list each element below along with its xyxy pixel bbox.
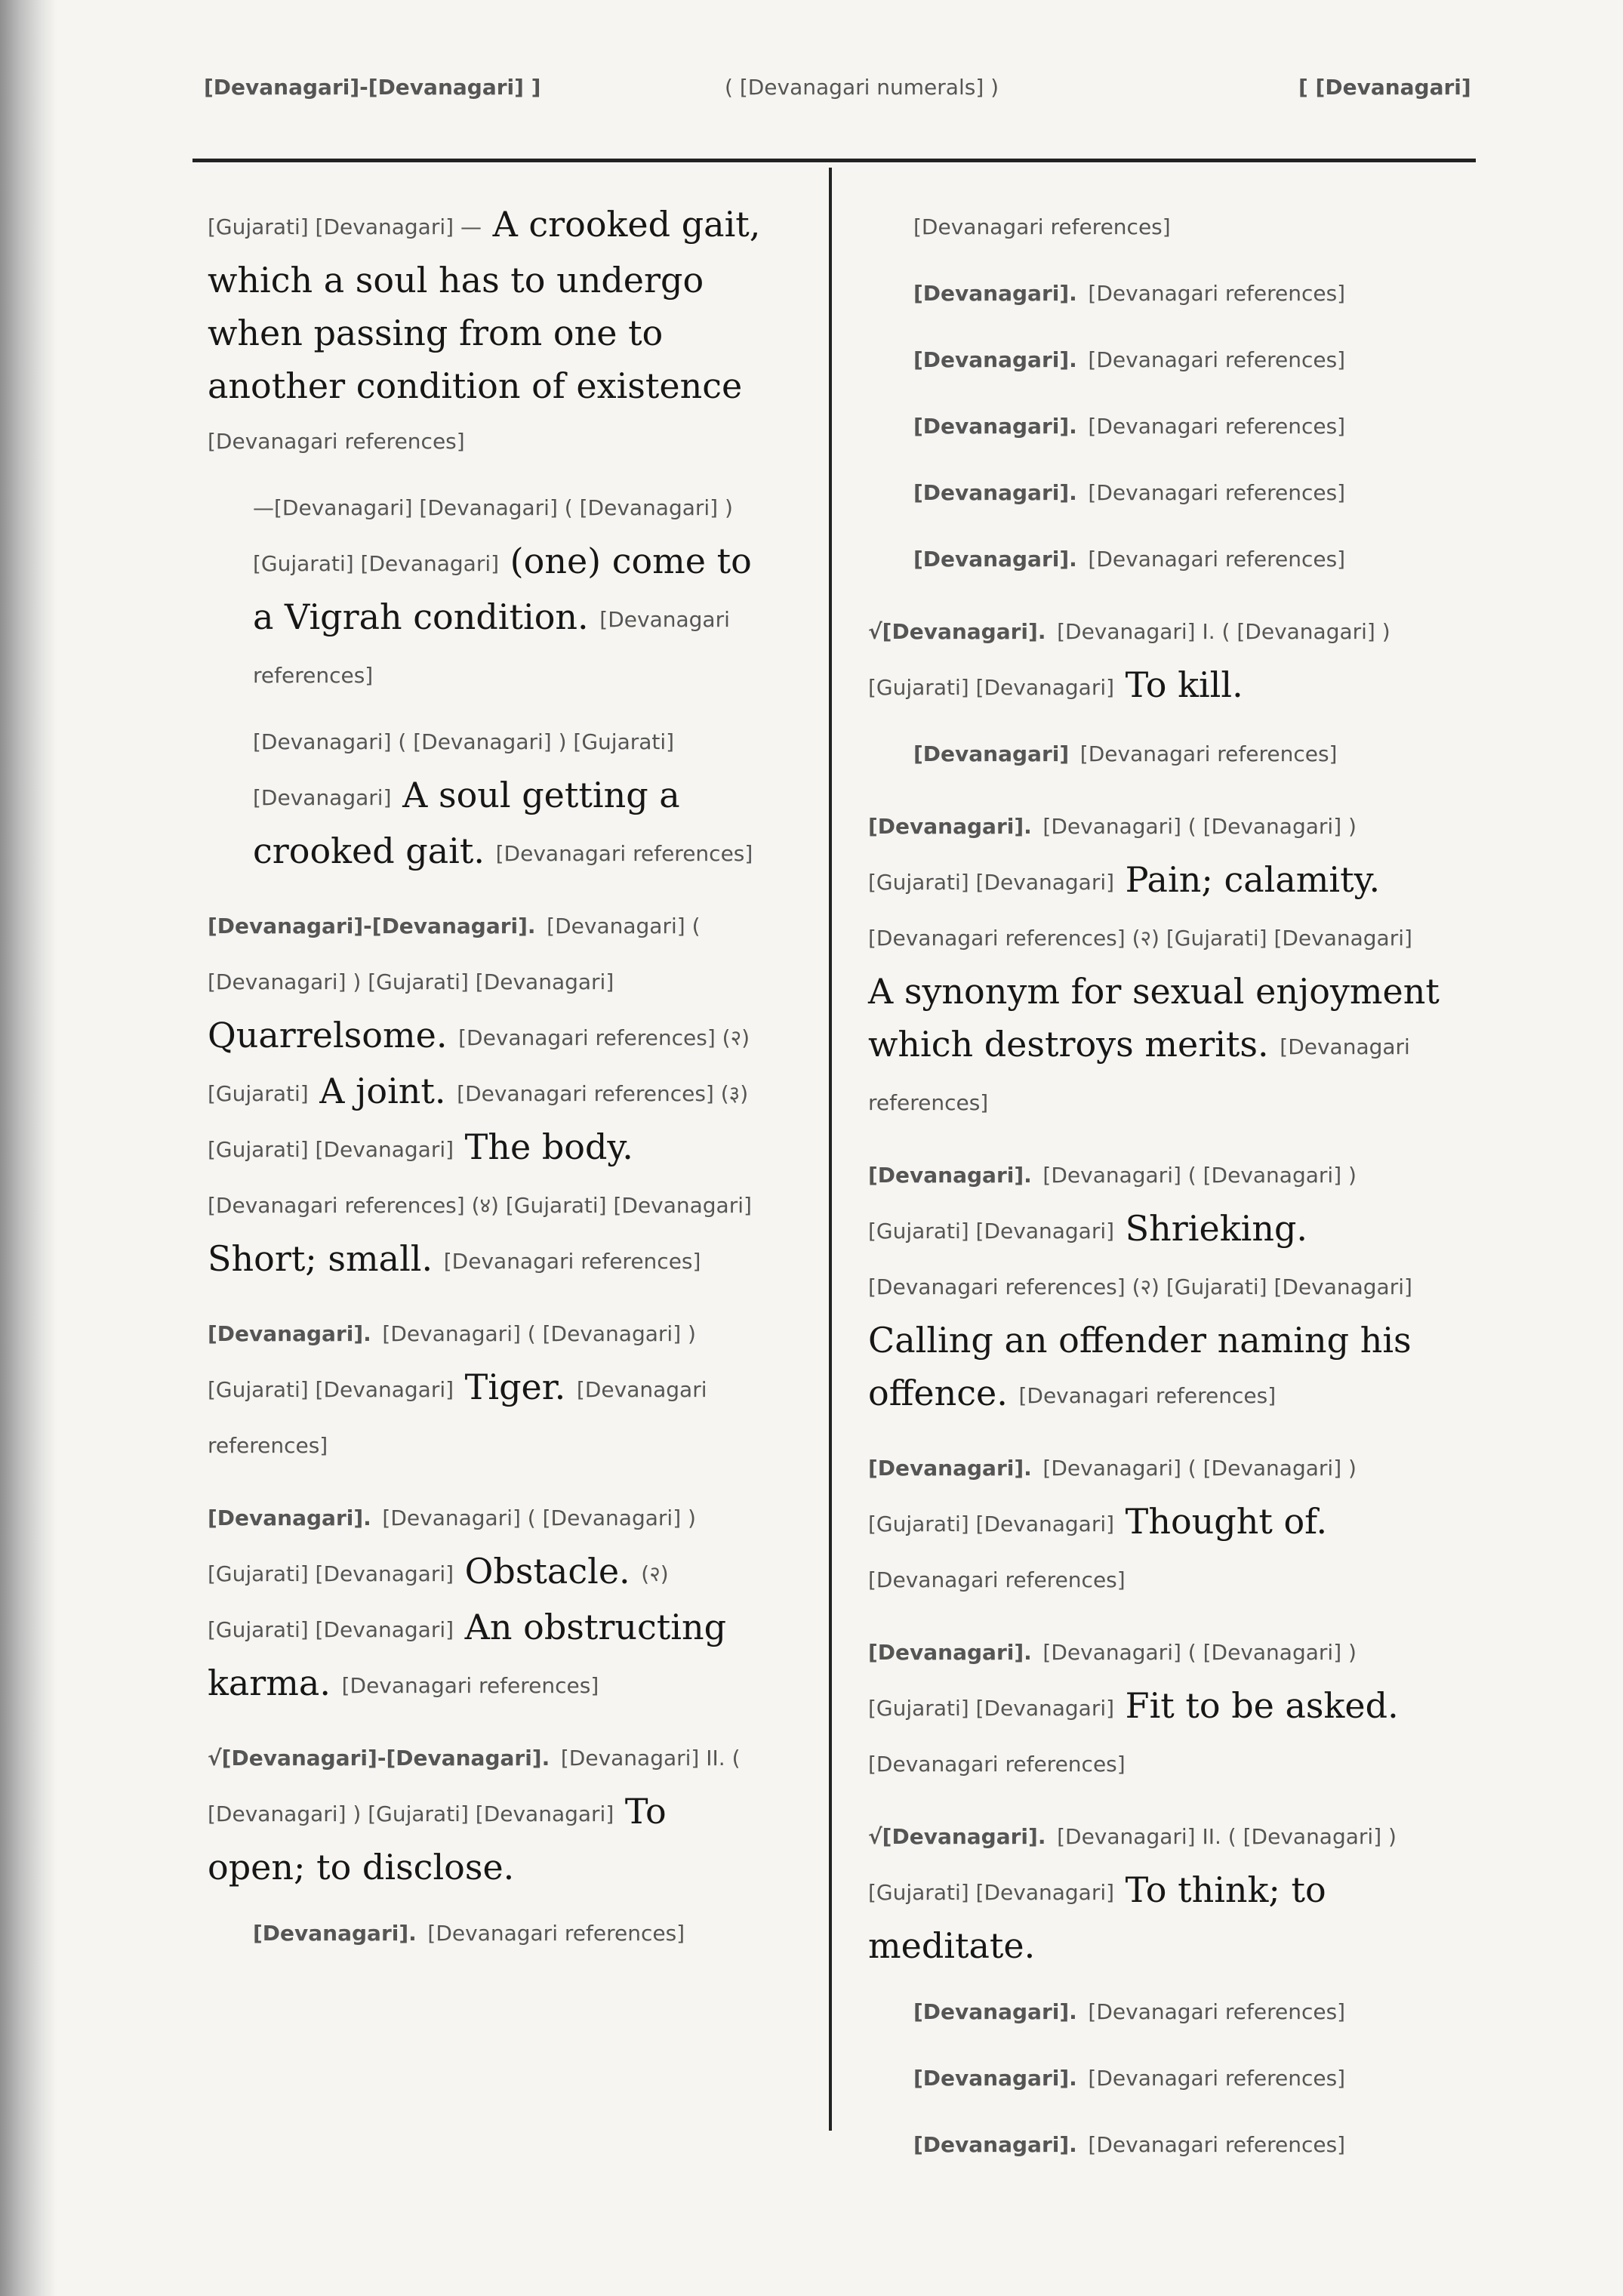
gloss-english: Pain; calamity. <box>1125 859 1381 900</box>
headword: [Devanagari] <box>913 741 1070 766</box>
dictionary-entry: [Devanagari]. [Devanagari] ( [Devanagari] ) [Gujarati] [Devanagari] Tiger. [Devanagari references] <box>208 1321 707 1458</box>
entry-continued: [Devanagari references] <box>913 214 1171 239</box>
sub-entry: [Devanagari]. [Devanagari references] <box>253 1921 685 1946</box>
headword: [Devanagari]. <box>913 480 1077 505</box>
gloss-english: Shrieking. <box>1125 1208 1308 1249</box>
right-column <box>868 198 1442 2182</box>
headword: [Devanagari]. <box>868 1456 1032 1481</box>
sub-entry: [Devanagari]. [Devanagari references] <box>913 1999 1346 2024</box>
column-divider <box>829 168 832 2131</box>
gloss-english: A joint. <box>319 1071 446 1111</box>
headword: [Devanagari]. <box>208 1505 371 1530</box>
running-head-left: [Devanagari]-[Devanagari] ] <box>204 75 541 100</box>
headword: [Devanagari]. <box>253 1921 417 1946</box>
sub-entry: [Devanagari]. [Devanagari references] <box>913 281 1346 306</box>
gloss-english: To think; to meditate. <box>868 1869 1326 1966</box>
scan-binding-shadow <box>0 0 57 2296</box>
sub-entry: [Devanagari]. [Devanagari references] <box>913 2066 1346 2091</box>
running-head-right: [ [Devanagari] <box>1298 75 1471 100</box>
dictionary-entry: √[Devanagari]. [Devanagari] II. ( [Devanagari] ) [Gujarati] [Devanagari] To think; to meditate. <box>868 1824 1397 1966</box>
gloss-english: A soul getting a crooked gait. <box>253 775 680 871</box>
dictionary-entry: [Devanagari]. [Devanagari] ( [Devanagari] ) [Gujarati] [Devanagari] Obstacle. (२) [Gujarati] [Devanagari] An obstructing karma. [Devanagari references] <box>208 1505 727 1703</box>
gloss-english: Quarrelsome. <box>208 1015 448 1056</box>
sub-entry: [Devanagari]. [Devanagari references] <box>913 414 1346 439</box>
left-column <box>208 198 766 1971</box>
sub-entry: [Devanagari]. [Devanagari references] <box>913 347 1346 372</box>
dictionary-entry: [Devanagari]-[Devanagari]. [Devanagari] ( [Devanagari] ) [Gujarati] [Devanagari] Quarrelsome. [Devanagari references] (२) [Gujarati] A joint. [Devanagari references] (३) [Gujarati] [Devanagari] The body. [Devanagari references] (४) [Gujarati] [Devanagari] Short; small. [Devanagari references] <box>208 914 752 1279</box>
page-number: ( [Devanagari numerals] ) <box>725 75 999 100</box>
sub-entry: [Devanagari]. [Devanagari references] <box>913 547 1346 572</box>
gloss-english: An obstructing karma. <box>208 1607 727 1703</box>
headword: [Devanagari]. <box>868 1640 1032 1665</box>
headword: [Devanagari]. <box>868 1163 1032 1188</box>
gloss-english: (one) come to a Vigrah condition. <box>253 541 752 637</box>
gloss-english: The body. <box>464 1126 633 1167</box>
entry-continued: [Gujarati] [Devanagari] — A crooked gait, which a soul has to undergo when passing from one to another condition of existence [Devanagari references] <box>208 204 761 454</box>
gloss-english: A synonym for sexual enjoyment which destroys merits. <box>868 971 1440 1065</box>
headword: √[Devanagari]-[Devanagari]. <box>208 1746 550 1771</box>
headword: [Devanagari]. <box>913 547 1077 572</box>
gloss-english: Fit to be asked. <box>1125 1685 1399 1726</box>
dictionary-entry: [Devanagari]. [Devanagari] ( [Devanagari] ) [Gujarati] [Devanagari] Pain; calamity. [Devanagari references] (२) [Gujarati] [Devanagari] A synonym for sexual enjoyment which destroys merits. [Devanagari references] <box>868 814 1440 1115</box>
header-rule <box>192 159 1476 162</box>
headword: [Devanagari]. <box>913 2066 1077 2091</box>
dictionary-entry: √[Devanagari]. [Devanagari] I. ( [Devanagari] ) [Gujarati] [Devanagari] To kill. <box>868 619 1390 705</box>
headword: [Devanagari]. <box>913 2132 1077 2157</box>
sub-entry: [Devanagari]. [Devanagari references] <box>913 480 1346 505</box>
headword: [Devanagari]. <box>208 1321 371 1346</box>
headword: [Devanagari]. <box>913 347 1077 372</box>
sub-entry: [Devanagari] ( [Devanagari] ) [Gujarati] [Devanagari] A soul getting a crooked gait. [Devanagari references] <box>253 729 753 871</box>
gloss-english: Calling an offender naming his offence. <box>868 1320 1412 1413</box>
headword: √[Devanagari]. <box>868 619 1046 644</box>
headword: [Devanagari]. <box>913 1999 1077 2024</box>
dictionary-entry: [Devanagari]. [Devanagari] ( [Devanagari] ) [Gujarati] [Devanagari] Thought of. [Devanagari references] <box>868 1456 1357 1592</box>
headword: [Devanagari]. <box>868 814 1032 839</box>
gloss-english: To kill. <box>1125 664 1243 705</box>
headword: [Devanagari]-[Devanagari]. <box>208 914 536 938</box>
dictionary-entry: [Devanagari]. [Devanagari] ( [Devanagari] ) [Gujarati] [Devanagari] Fit to be asked. [Devanagari references] <box>868 1640 1399 1777</box>
gloss-english: Tiger. <box>464 1367 566 1407</box>
headword: [Devanagari]. <box>913 414 1077 439</box>
headword: √[Devanagari]. <box>868 1824 1046 1849</box>
dictionary-entry: √[Devanagari]-[Devanagari]. [Devanagari] II. ( [Devanagari] ) [Gujarati] [Devanagari] To open; to disclose. <box>208 1746 741 1888</box>
gloss-english: Thought of. <box>1125 1501 1328 1542</box>
dictionary-entry: [Devanagari]. [Devanagari] ( [Devanagari] ) [Gujarati] [Devanagari] Shrieking. [Devanagari references] (२) [Gujarati] [Devanagari] Calling an offender naming his offence. [Devanagari references] <box>868 1163 1412 1413</box>
sub-entry: [Devanagari] [Devanagari references] <box>913 741 1338 766</box>
headword: [Devanagari]. <box>913 281 1077 306</box>
sub-entry: [Devanagari]. [Devanagari references] <box>913 2132 1346 2157</box>
gloss-english: Obstacle. <box>464 1551 630 1592</box>
gloss-english: A crooked gait, which a soul has to undergo when passing from one to another condition of existence <box>208 204 761 406</box>
gloss-english: To open; to disclose. <box>208 1791 667 1888</box>
sub-entry: —[Devanagari] [Devanagari] ( [Devanagari] ) [Gujarati] [Devanagari] (one) come to a Vigrah condition. [Devanagari references] <box>253 495 752 688</box>
gloss-english: Short; small. <box>208 1238 433 1279</box>
